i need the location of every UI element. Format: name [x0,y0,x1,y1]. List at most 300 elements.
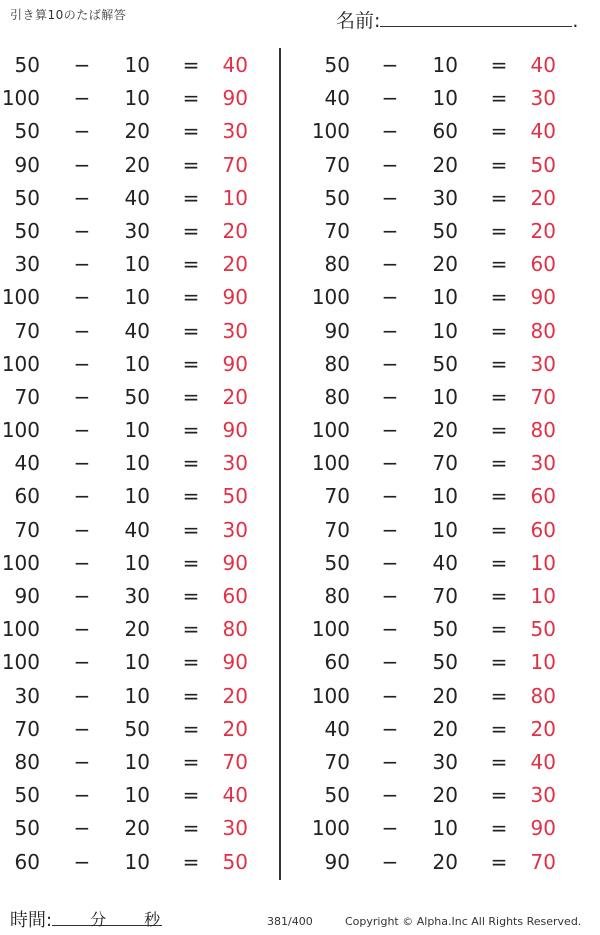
subtrahend: 10 [124,351,150,376]
equals-sign: = [182,318,200,343]
equals-sign: = [490,152,508,177]
problem-row [0,811,280,844]
answer: 80 [530,418,556,443]
equals-sign: = [182,517,200,542]
answer: 60 [222,584,248,608]
worksheet-title: 引き算10のたば解答 [10,8,127,22]
minuend: 50 [14,53,40,77]
minuend: 50 [14,218,40,243]
equals-sign: = [490,451,508,476]
answer: 20 [222,716,248,741]
equals-sign: = [490,550,508,575]
minuend: 50 [324,783,350,808]
problem-row [0,48,280,81]
problem-row [0,314,280,347]
name-blank-line[interactable] [380,10,572,27]
subtrahend: 10 [124,550,150,575]
subtrahend: 10 [432,285,458,310]
problem-row [0,845,280,878]
minuend: 90 [14,584,40,608]
subtrahend: 10 [124,252,150,277]
problem-row [0,679,280,712]
equals-sign: = [182,650,200,675]
minuend: 70 [324,517,350,542]
minuend: 40 [14,451,40,476]
equals-sign: = [182,285,200,310]
subtrahend: 30 [124,584,150,608]
equals-sign: = [490,683,508,708]
equals-sign: = [490,285,508,310]
minuend: 100 [1,285,40,310]
problem-row [0,546,280,579]
name-label: 名前: [336,10,381,32]
minus-sign: − [73,617,91,642]
equals-sign: = [490,484,508,509]
problem-row [310,579,590,612]
equals-sign: = [490,650,508,675]
answer: 30 [530,783,556,808]
answer: 30 [222,119,248,144]
answer: 50 [222,849,248,874]
minuend: 90 [324,318,350,343]
equals-sign: = [490,384,508,409]
problem-row [0,446,280,479]
minuend: 80 [324,351,350,376]
minuend: 100 [311,816,350,841]
problem-row [0,413,280,446]
minus-sign: − [73,484,91,509]
subtrahend: 50 [432,351,458,376]
equals-sign: = [182,351,200,376]
minus-sign: − [381,351,399,376]
minus-sign: − [73,318,91,343]
subtrahend: 20 [432,252,458,277]
minuend: 100 [1,650,40,675]
minuend: 50 [14,816,40,841]
answer: 30 [222,451,248,476]
subtrahend: 70 [432,584,458,608]
answer: 80 [530,318,556,343]
left-problem-column [0,48,280,878]
problem-row [310,811,590,844]
minus-sign: − [381,783,399,808]
problem-row [310,446,590,479]
equals-sign: = [182,119,200,144]
minuend: 100 [311,617,350,642]
minuend: 100 [311,285,350,310]
problem-row [0,579,280,612]
problem-row [0,712,280,745]
subtrahend: 10 [124,451,150,476]
minuend: 70 [324,749,350,774]
subtrahend: 50 [432,218,458,243]
problem-row [0,612,280,645]
equals-sign: = [490,218,508,243]
minus-sign: − [381,285,399,310]
subtrahend: 10 [124,484,150,509]
minuend: 80 [14,749,40,774]
problem-row [310,48,590,81]
subtrahend: 20 [124,617,150,642]
time-label: 時間: [10,910,53,931]
minus-sign: − [381,185,399,210]
problem-row [310,148,590,181]
answer: 40 [222,53,248,77]
subtrahend: 20 [124,816,150,841]
minus-sign: − [381,517,399,542]
problem-row [0,247,280,280]
minus-sign: − [73,152,91,177]
subtrahend: 40 [432,550,458,575]
minuend: 50 [14,783,40,808]
equals-sign: = [490,351,508,376]
answer: 20 [222,218,248,243]
seconds-label: 秒 [144,910,161,929]
minuend: 100 [1,550,40,575]
subtrahend: 20 [124,152,150,177]
subtrahend: 30 [432,749,458,774]
subtrahend: 40 [124,185,150,210]
minuend: 30 [14,252,40,277]
equals-sign: = [182,218,200,243]
answer: 70 [530,849,556,874]
subtrahend: 50 [432,650,458,675]
subtrahend: 10 [124,53,150,77]
subtrahend: 60 [432,119,458,144]
name-end-mark: . [572,10,579,32]
minuend: 70 [324,152,350,177]
minuend: 70 [14,716,40,741]
minuend: 80 [324,584,350,608]
equals-sign: = [490,617,508,642]
minus-sign: − [381,451,399,476]
minuend: 60 [324,650,350,675]
minus-sign: − [381,584,399,608]
minuend: 100 [311,119,350,144]
minus-sign: − [381,86,399,111]
equals-sign: = [490,517,508,542]
equals-sign: = [182,252,200,277]
answer: 50 [530,152,556,177]
answer: 10 [222,185,248,210]
answer: 60 [530,252,556,277]
problem-row [0,347,280,380]
minuend: 70 [14,384,40,409]
minuend: 100 [1,86,40,111]
minuend: 80 [324,252,350,277]
equals-sign: = [182,86,200,111]
minuend: 100 [311,418,350,443]
minus-sign: − [73,252,91,277]
subtrahend: 20 [432,783,458,808]
subtrahend: 50 [124,384,150,409]
answer: 40 [530,53,556,77]
minus-sign: − [73,384,91,409]
equals-sign: = [490,53,508,77]
answer: 90 [222,650,248,675]
minus-sign: − [73,53,91,77]
subtrahend: 30 [432,185,458,210]
equals-sign: = [182,716,200,741]
answer: 90 [530,285,556,310]
problem-row [0,745,280,778]
equals-sign: = [490,185,508,210]
minuend: 40 [324,86,350,111]
minus-sign: − [381,152,399,177]
subtrahend: 20 [124,119,150,144]
equals-sign: = [490,849,508,874]
problem-row [310,314,590,347]
minuend: 100 [311,451,350,476]
minuend: 50 [324,53,350,77]
minus-sign: − [381,418,399,443]
minus-sign: − [73,816,91,841]
problem-row [0,148,280,181]
problem-row [0,280,280,313]
subtrahend: 10 [432,53,458,77]
problem-row [310,546,590,579]
problem-row [0,513,280,546]
minus-sign: − [73,517,91,542]
answer: 30 [222,517,248,542]
problem-row [0,778,280,811]
problem-row [310,612,590,645]
subtrahend: 40 [124,517,150,542]
problem-row [310,778,590,811]
problem-row [310,513,590,546]
minuend: 100 [1,418,40,443]
subtrahend: 10 [124,683,150,708]
subtrahend: 10 [124,650,150,675]
answer: 70 [530,384,556,409]
minus-sign: − [381,218,399,243]
problem-row [310,280,590,313]
name-field [336,6,578,33]
minuend: 50 [14,185,40,210]
answer: 80 [222,617,248,642]
answer: 20 [530,218,556,243]
answer: 90 [222,550,248,575]
answer: 90 [530,816,556,841]
minuend: 90 [14,152,40,177]
subtrahend: 20 [432,152,458,177]
answer: 30 [222,816,248,841]
subtrahend: 10 [124,86,150,111]
subtrahend: 10 [124,418,150,443]
minus-sign: − [381,119,399,144]
minus-sign: − [381,716,399,741]
problem-row [310,214,590,247]
equals-sign: = [490,716,508,741]
problem-row [0,214,280,247]
time-field [10,906,162,932]
answer: 20 [530,716,556,741]
minus-sign: − [73,185,91,210]
minuend: 70 [14,517,40,542]
answer: 10 [530,650,556,675]
minus-sign: − [381,816,399,841]
subtrahend: 10 [432,318,458,343]
subtrahend: 50 [124,716,150,741]
answer: 40 [530,119,556,144]
subtrahend: 10 [432,484,458,509]
problem-row [0,114,280,147]
problem-row [310,413,590,446]
minuend: 100 [1,351,40,376]
answer: 20 [222,683,248,708]
equals-sign: = [182,451,200,476]
answer: 20 [222,384,248,409]
problem-row [0,380,280,413]
equals-sign: = [490,252,508,277]
right-problem-column [310,48,590,878]
minus-sign: − [73,119,91,144]
problem-row [310,845,590,878]
equals-sign: = [490,418,508,443]
minus-sign: − [73,584,91,608]
subtrahend: 10 [432,517,458,542]
minus-sign: − [381,484,399,509]
minuend: 50 [14,119,40,144]
equals-sign: = [490,318,508,343]
problem-row [310,479,590,512]
minus-sign: − [381,318,399,343]
equals-sign: = [182,418,200,443]
equals-sign: = [490,584,508,608]
minus-sign: − [381,252,399,277]
minus-sign: − [73,218,91,243]
minuend: 70 [14,318,40,343]
minus-sign: − [73,683,91,708]
equals-sign: = [182,384,200,409]
answer: 60 [530,517,556,542]
subtrahend: 10 [432,816,458,841]
problem-row [310,247,590,280]
subtrahend: 40 [124,318,150,343]
answer: 10 [530,584,556,608]
answer: 80 [530,683,556,708]
equals-sign: = [490,749,508,774]
minus-sign: − [73,418,91,443]
minus-sign: − [381,749,399,774]
equals-sign: = [182,849,200,874]
answer: 20 [530,185,556,210]
answer: 90 [222,86,248,111]
subtrahend: 10 [124,783,150,808]
minuend: 100 [1,617,40,642]
problem-row [0,645,280,678]
subtrahend: 10 [124,849,150,874]
answer: 20 [222,252,248,277]
answer: 90 [222,351,248,376]
minus-sign: − [73,351,91,376]
subtrahend: 10 [432,86,458,111]
minuend: 30 [14,683,40,708]
subtrahend: 20 [432,849,458,874]
minuend: 50 [324,550,350,575]
equals-sign: = [490,119,508,144]
subtrahend: 20 [432,683,458,708]
minus-sign: − [73,451,91,476]
answer: 50 [222,484,248,509]
equals-sign: = [182,484,200,509]
answer: 30 [530,86,556,111]
minus-sign: − [381,683,399,708]
problem-row [310,679,590,712]
problem-row [310,380,590,413]
problem-row [0,181,280,214]
minuend: 60 [14,484,40,509]
answer: 60 [530,484,556,509]
minuend: 70 [324,218,350,243]
answer: 90 [222,285,248,310]
minus-sign: − [73,749,91,774]
answer: 70 [222,749,248,774]
minuend: 100 [311,683,350,708]
problem-row [310,81,590,114]
equals-sign: = [182,185,200,210]
minuend: 40 [324,716,350,741]
problem-row [0,81,280,114]
minus-sign: − [73,849,91,874]
equals-sign: = [182,783,200,808]
problem-row [310,712,590,745]
answer: 30 [530,351,556,376]
equals-sign: = [490,86,508,111]
minuend: 90 [324,849,350,874]
problem-row [310,745,590,778]
equals-sign: = [490,783,508,808]
equals-sign: = [182,550,200,575]
subtrahend: 20 [432,418,458,443]
equals-sign: = [182,152,200,177]
answer: 40 [530,749,556,774]
minus-sign: − [381,384,399,409]
minus-sign: − [381,550,399,575]
answer: 40 [222,783,248,808]
minus-sign: − [73,86,91,111]
subtrahend: 10 [432,384,458,409]
subtrahend: 20 [432,716,458,741]
minus-sign: − [381,617,399,642]
minus-sign: − [73,716,91,741]
problem-row [310,645,590,678]
equals-sign: = [182,53,200,77]
subtrahend: 10 [124,285,150,310]
equals-sign: = [182,683,200,708]
problem-row [310,347,590,380]
problem-row [310,181,590,214]
minus-sign: − [73,650,91,675]
answer: 10 [530,550,556,575]
time-blank-line[interactable] [52,907,162,929]
answer: 90 [222,418,248,443]
subtrahend: 30 [124,218,150,243]
equals-sign: = [182,749,200,774]
minus-sign: − [73,550,91,575]
equals-sign: = [182,816,200,841]
minuend: 60 [14,849,40,874]
page-number: 381/400 [267,915,313,928]
minus-sign: − [381,650,399,675]
minus-sign: − [381,849,399,874]
subtrahend: 50 [432,617,458,642]
answer: 30 [530,451,556,476]
copyright-notice: Copyright © Alpha.Inc All Rights Reserved. [345,915,582,928]
subtrahend: 10 [124,749,150,774]
answer: 30 [222,318,248,343]
minuend: 80 [324,384,350,409]
